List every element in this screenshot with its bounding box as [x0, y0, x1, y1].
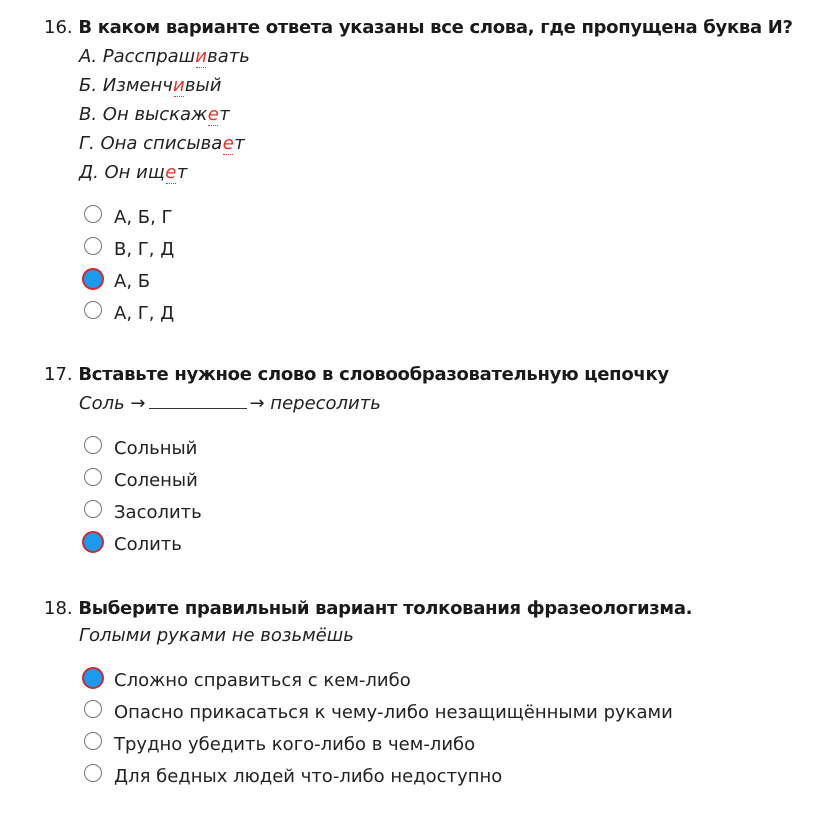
answer-option-selected[interactable]	[84, 528, 814, 560]
question-18	[44, 597, 814, 792]
answer-option-selected[interactable]	[84, 664, 814, 696]
question-17-header	[44, 363, 814, 387]
answer-option[interactable]	[84, 201, 814, 233]
word-list	[79, 42, 814, 187]
chain-start: Соль →	[79, 393, 146, 414]
option-label: А, Г, Д	[114, 302, 175, 324]
radio-button[interactable]	[84, 700, 102, 718]
answer-options	[84, 201, 814, 329]
option-label: Солить	[114, 533, 182, 555]
answer-option[interactable]	[84, 233, 814, 265]
missing-letter: и	[195, 46, 207, 67]
question-title: В каком варианте ответа указаны все слова, где пропущена буква И?	[78, 17, 793, 38]
question-title: Вставьте нужное слово в словообразовательную цепочку	[78, 364, 669, 385]
question-16-header	[44, 16, 814, 40]
question-number: 16.	[44, 17, 73, 38]
word-item-g: Г. Она списывае т	[79, 129, 814, 158]
radio-button-checked[interactable]	[82, 531, 104, 553]
answer-option[interactable]	[84, 464, 814, 496]
word-item-b: Б. Изменчи вый	[79, 71, 814, 100]
chain-end: → пересолить	[249, 393, 381, 414]
option-label: Для бедных людей что-либо недоступно	[114, 765, 503, 787]
radio-button[interactable]	[84, 436, 102, 454]
answer-option[interactable]	[84, 297, 814, 329]
option-label: Засолить	[114, 501, 202, 523]
missing-letter: е	[222, 133, 234, 154]
answer-option[interactable]	[84, 432, 814, 464]
option-label: В, Г, Д	[114, 238, 175, 260]
option-label: Сольный	[114, 437, 198, 459]
question-title: Выберите правильный вариант толкования фразеологизма.	[78, 598, 693, 619]
word-item-v: В. Он выскаже т	[79, 100, 814, 129]
answer-option[interactable]	[84, 760, 814, 792]
missing-letter: е	[165, 162, 177, 183]
word-item-d: Д. Он ище т	[79, 158, 814, 187]
question-number: 17.	[44, 364, 73, 385]
radio-button[interactable]	[84, 468, 102, 486]
option-label: Сложно справиться с кем-либо	[114, 669, 411, 691]
answer-option-selected[interactable]	[84, 265, 814, 297]
radio-button[interactable]	[84, 500, 102, 518]
phraseologism: Голыми руками не возьмёшь	[79, 625, 354, 646]
answer-option[interactable]	[84, 696, 814, 728]
word-item-a: А. Расспраши вать	[79, 42, 814, 71]
radio-button[interactable]	[84, 301, 102, 319]
missing-letter: и	[173, 75, 185, 96]
answer-options	[84, 432, 814, 560]
radio-button[interactable]	[84, 764, 102, 782]
radio-button[interactable]	[84, 237, 102, 255]
answer-option[interactable]	[84, 496, 814, 528]
radio-button-checked[interactable]	[82, 268, 104, 290]
option-label: Трудно убедить кого-либо в чем-либо	[114, 733, 476, 755]
option-label: А, Б, Г	[114, 206, 173, 228]
option-label: А, Б	[114, 270, 151, 292]
radio-button-checked[interactable]	[82, 667, 104, 689]
missing-letter: е	[207, 104, 219, 125]
question-number: 18.	[44, 598, 73, 619]
answer-options	[84, 664, 814, 792]
chain-blank	[149, 390, 247, 409]
option-label: Соленый	[114, 469, 198, 491]
answer-option[interactable]	[84, 728, 814, 760]
question-17	[44, 363, 814, 560]
radio-button[interactable]	[84, 732, 102, 750]
question-18-header	[44, 597, 814, 621]
word-chain	[79, 389, 814, 418]
question-16	[44, 16, 814, 329]
radio-button[interactable]	[84, 205, 102, 223]
option-label: Опасно прикасаться к чему-либо незащищёнными руками	[114, 701, 673, 723]
